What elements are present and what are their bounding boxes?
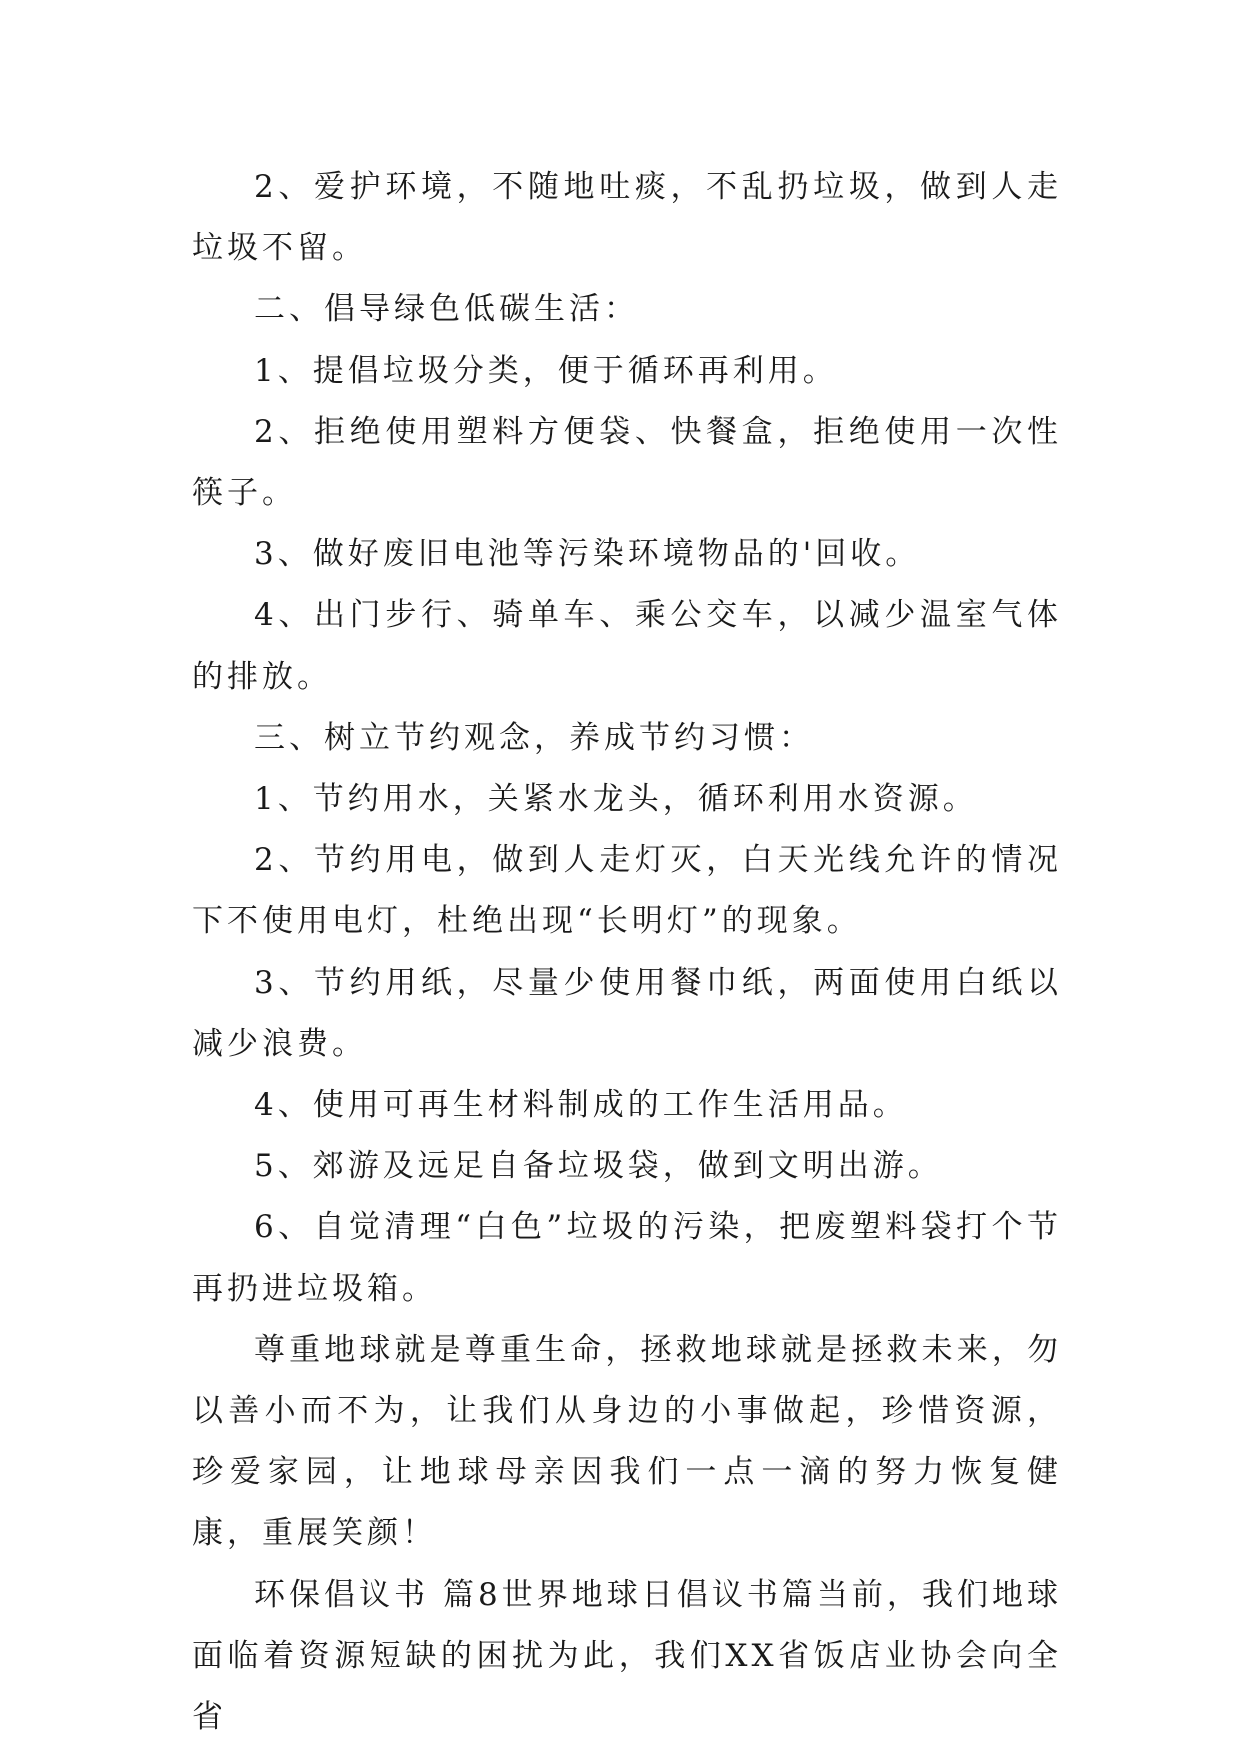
paragraph: 5、郊游及远足自备垃圾袋，做到文明出游。 <box>254 1148 943 1185</box>
closing-paragraph: 尊重地球就是尊重生命，拯救地球就是拯救未来，勿以善小而不为，让我们从身边的小事做起，珍惜资源，珍爱家园，让地球母亲因我们一点一滴的努力恢复健康，重展笑颜！ <box>192 1331 1062 1552</box>
paragraph: 3、节约用纸，尽量少使用餐巾纸，两面使用白纸以减少浪费。 <box>192 964 1062 1062</box>
document-body <box>192 157 1062 1748</box>
paragraph: 6、自觉清理“白色”垃圾的污染，把废塑料袋打个节再扔进垃圾箱。 <box>192 1209 1062 1307</box>
paragraph: 4、使用可再生材料制成的工作生活用品。 <box>254 1087 908 1124</box>
section-heading: 三、树立节约观念，养成节约习惯： <box>254 719 814 756</box>
paragraph: 3、做好废旧电池等污染环境物品的'回收。 <box>254 536 921 573</box>
paragraph: 2、拒绝使用塑料方便袋、快餐盒，拒绝使用一次性筷子。 <box>192 413 1062 512</box>
paragraph: 2、爱护环境，不随地吐痰，不乱扔垃圾，做到人走垃圾不留。 <box>192 169 1062 267</box>
paragraph: 1、提倡垃圾分类，便于循环再利用。 <box>254 352 838 389</box>
paragraph: 1、节约用水，关紧水龙头，循环利用水资源。 <box>254 781 978 818</box>
paragraph: 环保倡议书 篇8世界地球日倡议书篇当前，我们地球面临着资源短缺的困扰为此，我们XX省饭店业协会向全省 <box>192 1576 1062 1736</box>
paragraph: 2、节约用电，做到人走灯灭，白天光线允许的情况下不使用电灯，杜绝出现“长明灯”的现象。 <box>192 842 1062 940</box>
section-heading: 二、倡导绿色低碳生活： <box>254 291 639 328</box>
paragraph: 4、出门步行、骑单车、乘公交车，以减少温室气体的排放。 <box>192 597 1062 695</box>
